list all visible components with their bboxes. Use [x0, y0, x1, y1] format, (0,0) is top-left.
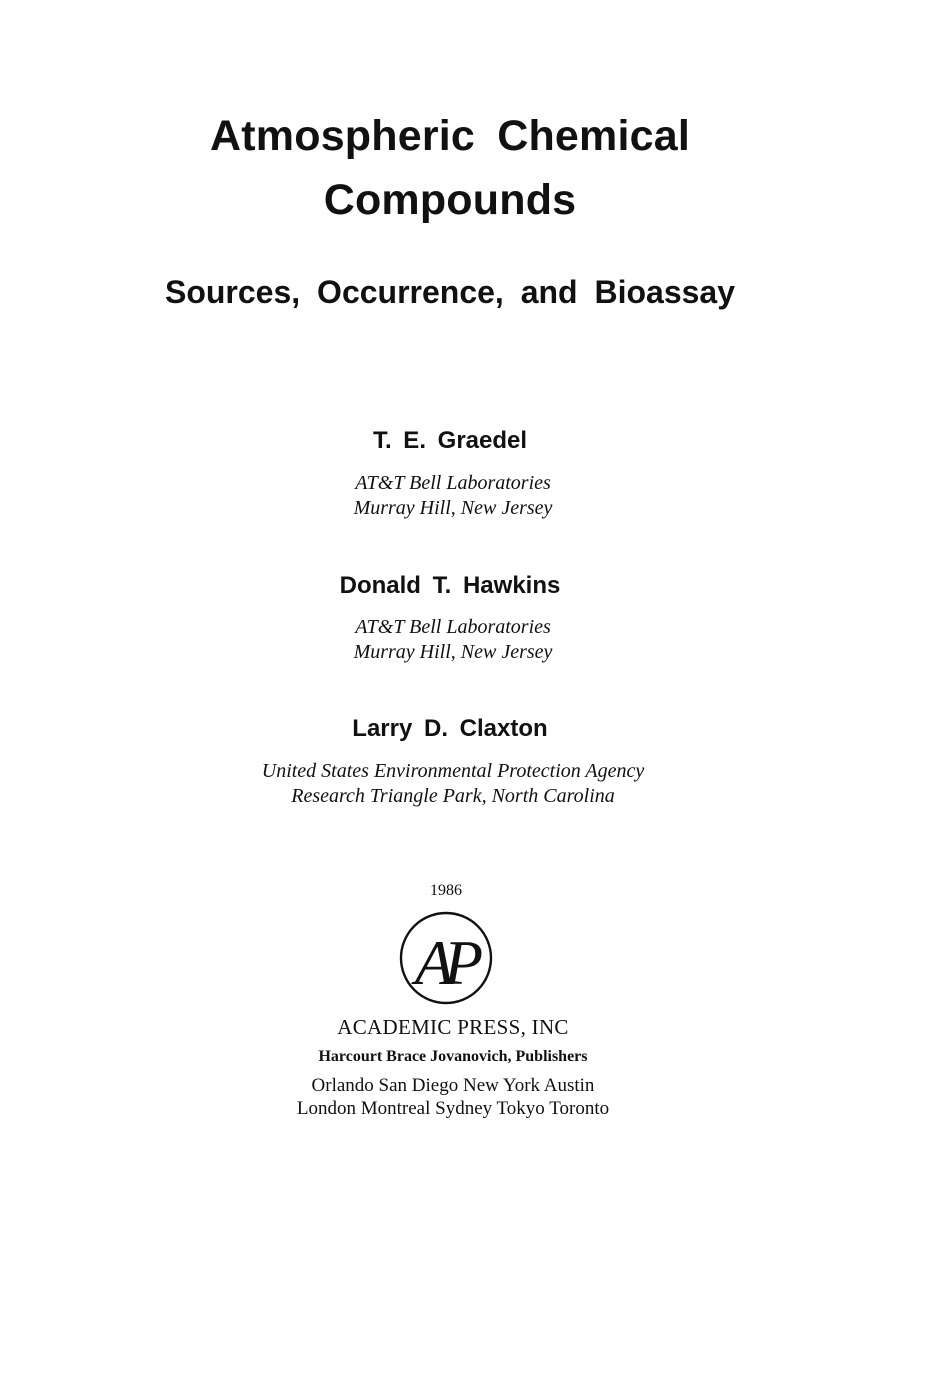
author-affiliation-graedel-line-2: Murray Hill, New Jersey [353, 497, 553, 519]
author-affiliation-graedel-line-1: AT&T Bell Laboratories [355, 472, 551, 494]
publisher-parent: Harcourt Brace Jovanovich, Publishers [318, 1048, 588, 1065]
author-name-graedel: T. E. Graedel [372, 427, 528, 454]
author-name-hawkins: Donald T. Hawkins [339, 572, 561, 599]
book-title-line-1: Atmospheric Chemical [210, 112, 690, 160]
publisher-cities-line-1: Orlando San Diego New York Austin [311, 1075, 595, 1096]
author-affiliation-hawkins-line-2: Murray Hill, New Jersey [353, 641, 553, 663]
author-name-claxton: Larry D. Claxton [352, 715, 548, 742]
author-affiliation-claxton-line-2: Research Triangle Park, North Carolina [291, 785, 615, 807]
publication-year: 1986 [430, 882, 462, 899]
author-affiliation-hawkins-line-1: AT&T Bell Laboratories [355, 616, 551, 638]
publisher-name: ACADEMIC PRESS, INC [337, 1015, 569, 1039]
book-subtitle: Sources, Occurrence, and Bioassay [164, 274, 736, 310]
author-affiliation-claxton-line-1: United States Environmental Protection Agency [261, 760, 645, 782]
logo-text: AP [414, 927, 474, 998]
book-title-line-2: Compounds [323, 176, 577, 224]
academic-press-logo-icon [397, 910, 495, 1006]
publisher-cities-line-2: London Montreal Sydney Tokyo Toronto [296, 1098, 610, 1119]
